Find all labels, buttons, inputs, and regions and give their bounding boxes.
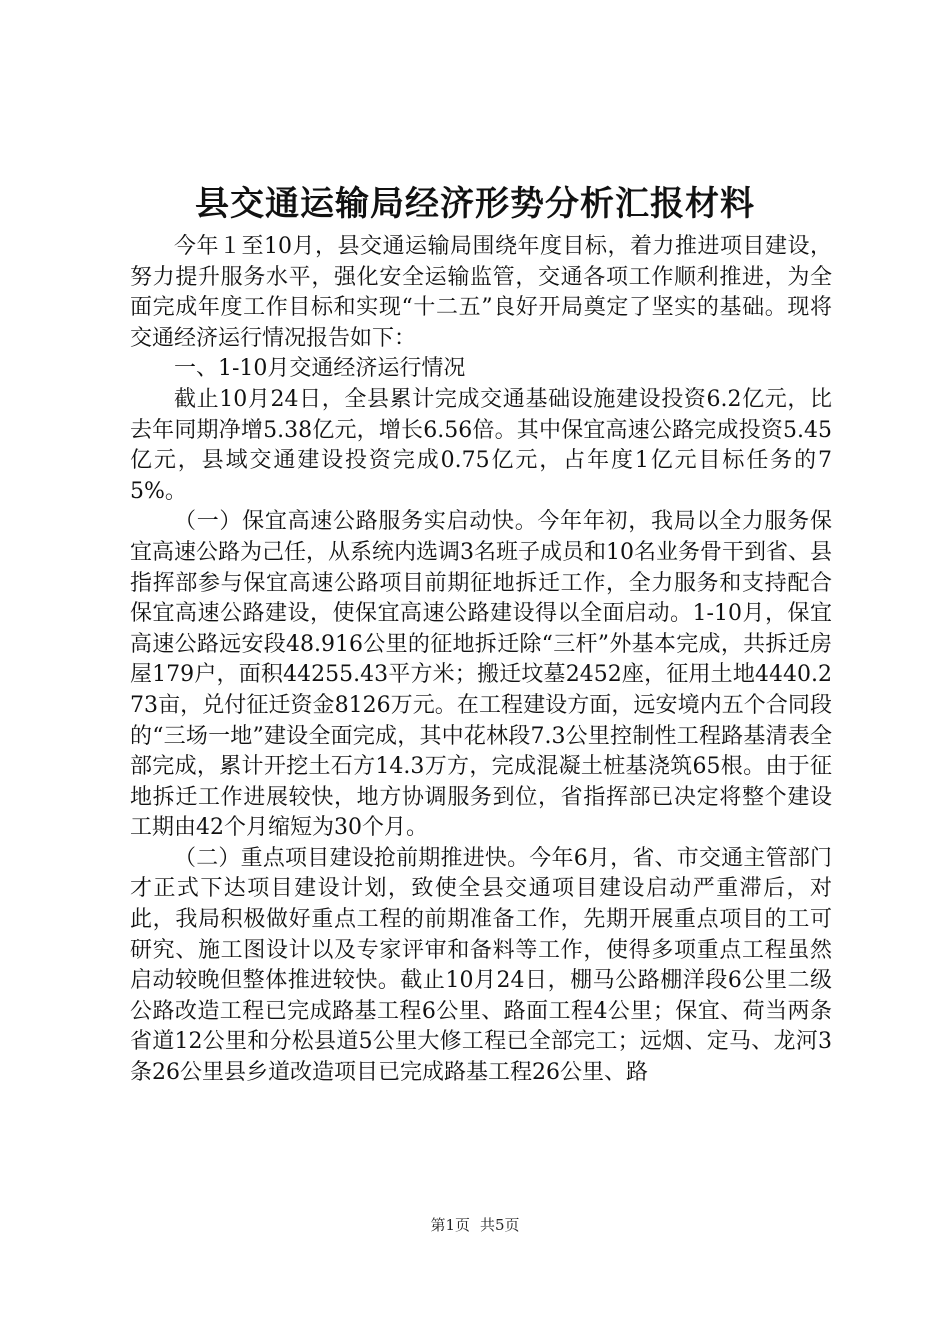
key-projects-paragraph: （二）重点项目建设抢前期推进快。今年6月，省、市交通主管部门才正式下达项目建设计划，致使全县交通项目建设启动严重滞后，对此，我局积极做好重点工程的前期准备工作，先期开展重点项目的工可研究、施工图设计以及专家评审和备料等工作，使得多项重点工程虽然启动较晚但整体推进较快。截止10月24日，棚马公路棚洋段6公里二级公路改造工程已完成路基工程6公里、路面工程4公里；保宜、荷当两条省道12公里和分松县道5公里大修工程已全部完工；远烟、定马、龙河3条26公里县乡道改造项目已完成路基工程26公里、路 (130, 845, 832, 1086)
section-heading: 一、1-10月交通经济运行情况 (174, 356, 466, 382)
highway-paragraph: （一）保宜高速公路服务实启动快。今年年初，我局以全力服务保宜高速公路为己任，从系统内选调3名班子成员和10名业务骨干到省、县指挥部参与保宜高速公路项目前期征地拆迁工作，全力服务和支持配合保宜高速公路建设，使保宜高速公路建设得以全面启动。1-10月，保宜高速公路远安段48.916公里的征地拆迁除“三杆”外基本完成，共拆迁房屋179户，面积44255.43平方米；搬迁坟墓2452座，征用土地4440.273亩，兑付征迁资金8126万元。在工程建设方面，远安境内五个合同段的“三场一地”建设全面完成，其中花林段7.3公里控制性工程路基清表全部完成，累计开挖土石方14.3万方，完成混凝土桩基浇筑65根。由于征地拆迁工作进展较快，地方协调服务到位，省指挥部已决定将整个建设工期由42个月缩短为30个月。 (130, 509, 832, 841)
page-footer (0, 1215, 950, 1235)
intro-paragraph: 今年１至10月，县交通运输局围绕年度目标，着力推进项目建设，努力提升服务水平，强化安全运输监管，交通各项工作顺利推进，为全面完成年度工作目标和实现“十二五”良好开局奠定了坚实的基础。现将交通经济运行情况报告如下： (130, 234, 832, 351)
summary-paragraph: 截止10月24日，全县累计完成交通基础设施建设投资6.2亿元，比去年同期净增5.38亿元，增长6.56倍。其中保宜高速公路完成投资5.45亿元，县域交通建设投资完成0.75亿元，占年度1亿元目标任务的75%。 (130, 386, 832, 504)
document-title: 县交通运输局经济形势分析汇报材料 (195, 184, 755, 224)
document-body (130, 232, 832, 1089)
page-number: 第1页 (430, 1216, 470, 1234)
page-total: 共5页 (480, 1216, 520, 1234)
